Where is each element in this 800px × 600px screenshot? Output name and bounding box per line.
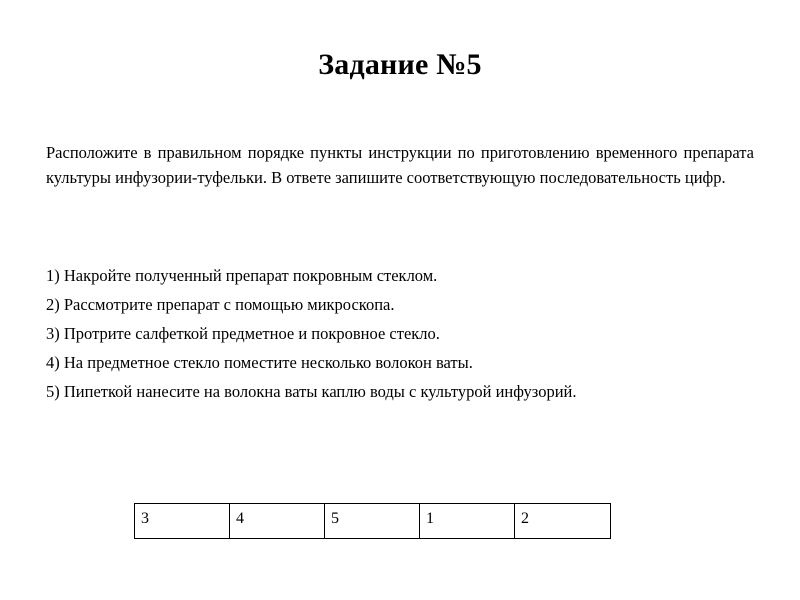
- answer-cell: 5: [325, 504, 420, 538]
- answer-cell: 1: [420, 504, 515, 538]
- page-title: Задание №5: [318, 48, 482, 81]
- answer-cell: 3: [135, 504, 230, 538]
- answer-cell: 2: [521, 510, 529, 527]
- list-item: 4) На предметное стекло поместите несколько волокон ваты.: [46, 353, 473, 372]
- answer-cell: 4: [230, 504, 325, 538]
- steps-list: [46, 261, 758, 406]
- list-item: 3) Протрите салфеткой предметное и покровное стекло.: [46, 324, 440, 343]
- list-item: 2) Рассмотрите препарат с помощью микроскопа.: [46, 295, 395, 314]
- task-instructions: Расположите в правильном порядке пункты инструкции по приготовлению временного препарата культуры инфузории-туфельки. В ответе запишите соответствующую последовательность цифр.: [46, 143, 754, 187]
- answer-table: [134, 503, 611, 539]
- list-item: 5) Пипеткой нанесите на волокна ваты каплю воды с культурой инфузорий.: [46, 382, 577, 401]
- list-item: 1) Накройте полученный препарат покровным стеклом.: [46, 266, 438, 285]
